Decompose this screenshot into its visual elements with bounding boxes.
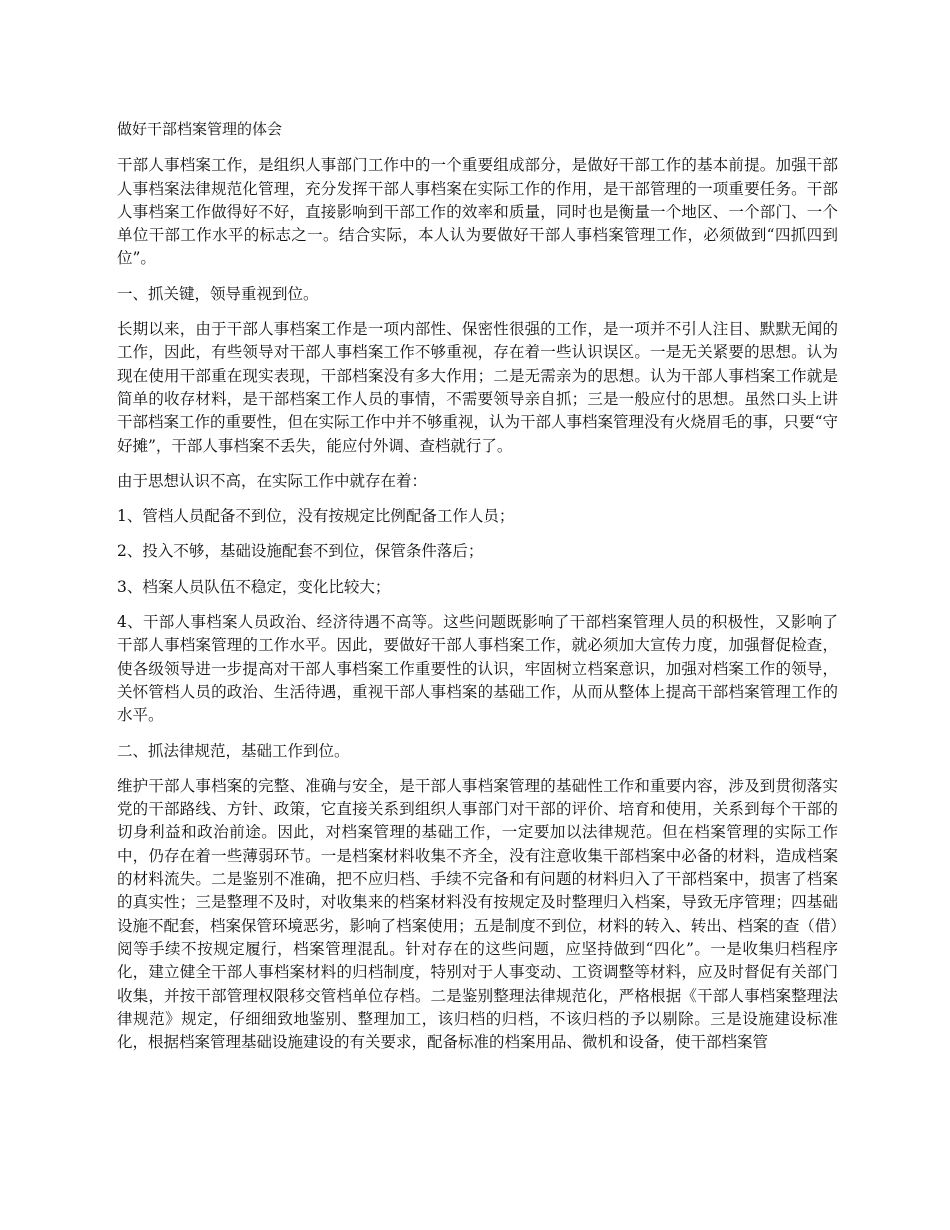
list-item-3: 3、档案人员队伍不稳定，变化比较大；: [117, 577, 391, 596]
list-item-2: 2、投入不够，基础设施配套不到位，保管条件落后；: [117, 542, 484, 561]
paragraph-problems-intro: 由于思想认识不高，在实际工作中就存在着：: [117, 471, 428, 490]
paragraph-intro: 干部人事档案工作，是组织人事部门工作中的一个重要组成部分，是做好干部工作的基本前提。加强干部人事档案法律规范化管理，充分发挥干部人事档案在实际工作的作用，是干部管理的一项重要任务。干部人事档案工作做得好不好，直接影响到干部工作的效率和质量，同时也是衡量一个地区、一个部门、一个单位干部工作水平的标志之一。结合实际，本人认为要做好干部人事档案管理工作，必须做到“四抓四到位”。: [117, 156, 838, 268]
section-heading-2: 二、抓法律规范，基础工作到位。: [117, 741, 350, 760]
document-page: [117, 118, 838, 1066]
paragraph-misconceptions: 长期以来，由于干部人事档案工作是一项内部性、保密性很强的工作，是一项并不引人注目、默默无闻的工作，因此，有些领导对干部人事档案工作不够重视，存在着一些认识误区。一是无关紧要的思想。认为现在使用干部重在现实表现，干部档案没有多大作用；二是无需亲为的思想。认为干部人事档案工作就是简单的收存材料，是干部档案工作人员的事情，不需要领导亲自抓；三是一般应付的思想。虽然口头上讲干部档案工作的重要性，但在实际工作中并不够重视，认为干部人事档案管理没有火烧眉毛的事，只要“守好摊”，干部人事档案不丢失，能应付外调、查档就行了。: [117, 320, 838, 455]
section-heading-1: 一、抓关键，领导重视到位。: [117, 284, 319, 303]
document-title: 做好干部档案管理的体会: [117, 120, 283, 138]
paragraph-legal-norms: 维护干部人事档案的完整、准确与安全，是干部人事档案管理的基础性工作和重要内容，涉及到贯彻落实党的干部路线、方针、政策，它直接关系到组织人事部门对干部的评价、培育和使用，关系到每个干部的切身利益和政治前途。因此，对档案管理的基础工作，一定要加以法律规范。但在档案管理的实际工作中，仍存在着一些薄弱环节。一是档案材料收集不齐全，没有注意收集干部档案中必备的材料，造成档案的材料流失。二是鉴别不准确，把不应归档、手续不完备和有问题的材料归入了干部档案中，损害了档案的真实性；三是整理不及时，对收集来的档案材料没有按规定及时整理归入档案，导致无序管理；四基础设施不配套，档案保管环境恶劣，影响了档案使用；五是制度不到位，材料的转入、转出、档案的查（借）阅等手续不按规定履行，档案管理混乱。针对存在的这些问题，应坚持做到“四化”。一是收集归档程序化，建立健全干部人事档案材料的归档制度，特别对于人事变动、工资调整等材料，应及时督促有关部门收集，并按干部管理权限移交管档单位存档。二是鉴别整理法律规范化，严格根据《干部人事档案整理法律规范》规定，仔细细致地鉴别、整理加工，该归档的归档，不该归档的予以剔除。三是设施建设标准化，根据档案管理基础设施建设的有关要求，配备标准的档案用品、微机和设备，使干部档案管: [117, 776, 838, 1052]
list-item-1: 1、管档人员配备不到位，没有按规定比例配备工作人员；: [117, 507, 515, 526]
list-item-4: 4、干部人事档案人员政治、经济待遇不高等。这些问题既影响了干部档案管理人员的积极性，又影响了干部人事档案管理的工作水平。因此，要做好干部人事档案工作，就必须加大宣传力度，加强督促检查，使各级领导进一步提高对干部人事档案工作重要性的认识，牢固树立档案意识，加强对档案工作的领导，关怀管档人员的政治、生活待遇，重视干部人事档案的基础工作，从而从整体上提高干部档案管理工作的水平。: [117, 613, 838, 725]
